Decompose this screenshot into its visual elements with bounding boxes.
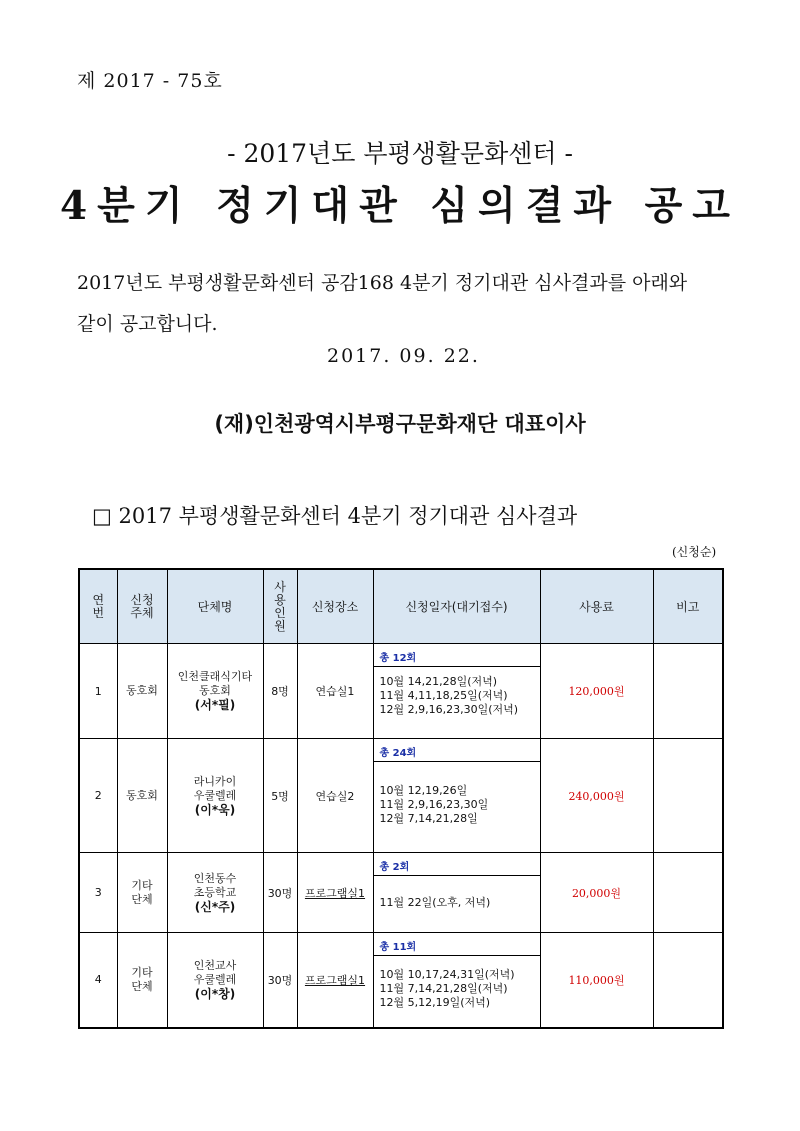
table-row: [79, 739, 723, 853]
header-group: 단체명: [167, 569, 263, 644]
header-type: 신청 주체: [117, 569, 167, 644]
row-type: 동호회: [117, 739, 167, 853]
row-note: [653, 853, 723, 933]
row-fee: 120,000원: [540, 644, 653, 739]
notice-subtitle: - 2017년도 부평생활문화센터 -: [227, 139, 573, 168]
header-people: 사 용 인 원: [263, 569, 297, 644]
row-type: 기타 단체: [117, 933, 167, 1028]
row-note: [653, 933, 723, 1028]
issuing-organization: (재)인천광역시부평구문화재단 대표이사: [214, 412, 586, 436]
header-no: 연 번: [79, 569, 117, 644]
table-row: [79, 644, 723, 739]
results-table: [78, 568, 724, 1029]
notice-body-line-2: 같이 공고합니다.: [77, 313, 218, 335]
row-group: 인천클래식기타 동호회 (서*필): [167, 644, 263, 739]
row-total-count: 총 11회: [374, 933, 540, 956]
row-no: 4: [79, 933, 117, 1028]
row-type: 동호회: [117, 644, 167, 739]
row-fee: 110,000원: [540, 933, 653, 1028]
table-row: [79, 853, 723, 933]
document-number: 제 2017 - 75호: [77, 70, 223, 92]
row-no: 3: [79, 853, 117, 933]
row-note: [653, 739, 723, 853]
row-people: 5명: [263, 739, 297, 853]
row-dates: 총 11회 10월 10,17,24,31일(저녁) 11월 7,14,21,28일(저녁) 12월 5,12,19일(저녁): [373, 933, 540, 1028]
row-dates: 총 24회 10월 12,19,26일 11월 2,9,16,23,30일 12월 7,14,21,28일: [373, 739, 540, 853]
header-place: 신청장소: [297, 569, 373, 644]
notice-body-line-1: 2017년도 부평생활문화센터 공감168 4분기 정기대관 심사결과를 아래와: [77, 272, 688, 294]
row-total-count: 총 2회: [374, 853, 540, 876]
row-no: 2: [79, 739, 117, 853]
order-note: (신청순): [672, 545, 717, 559]
row-people: 8명: [263, 644, 297, 739]
row-place: 연습실2: [297, 739, 373, 853]
header-dates: 신청일자(대기접수): [373, 569, 540, 644]
notice-title: 4분기 정기대관 심의결과 공고: [60, 183, 740, 229]
section-title: □ 2017 부평생활문화센터 4분기 정기대관 심사결과: [92, 504, 578, 528]
table-header-row: [79, 569, 723, 644]
row-people: 30명: [263, 933, 297, 1028]
header-note: 비고: [653, 569, 723, 644]
row-type: 기타 단체: [117, 853, 167, 933]
row-no: 1: [79, 644, 117, 739]
row-place: 연습실1: [297, 644, 373, 739]
row-place: 프로그램실1: [297, 933, 373, 1028]
header-fee: 사용료: [540, 569, 653, 644]
row-fee: 240,000원: [540, 739, 653, 853]
row-total-count: 총 24회: [374, 739, 540, 762]
row-note: [653, 644, 723, 739]
notice-date: 2017. 09. 22.: [327, 345, 480, 367]
row-group: 인천동수 초등학교 (신*주): [167, 853, 263, 933]
row-total-count: 총 12회: [374, 644, 540, 667]
row-dates: 총 2회 11월 22일(오후, 저녁): [373, 853, 540, 933]
table-row: [79, 933, 723, 1028]
row-group: 인천교사 우쿨렐레 (이*창): [167, 933, 263, 1028]
row-dates: 총 12회 10월 14,21,28일(저녁) 11월 4,11,18,25일(저녁) 12월 2,9,16,23,30일(저녁): [373, 644, 540, 739]
row-people: 30명: [263, 853, 297, 933]
row-fee: 20,000원: [540, 853, 653, 933]
row-group: 라니카이 우쿨렐레 (이*욱): [167, 739, 263, 853]
row-place: 프로그램실1: [297, 853, 373, 933]
